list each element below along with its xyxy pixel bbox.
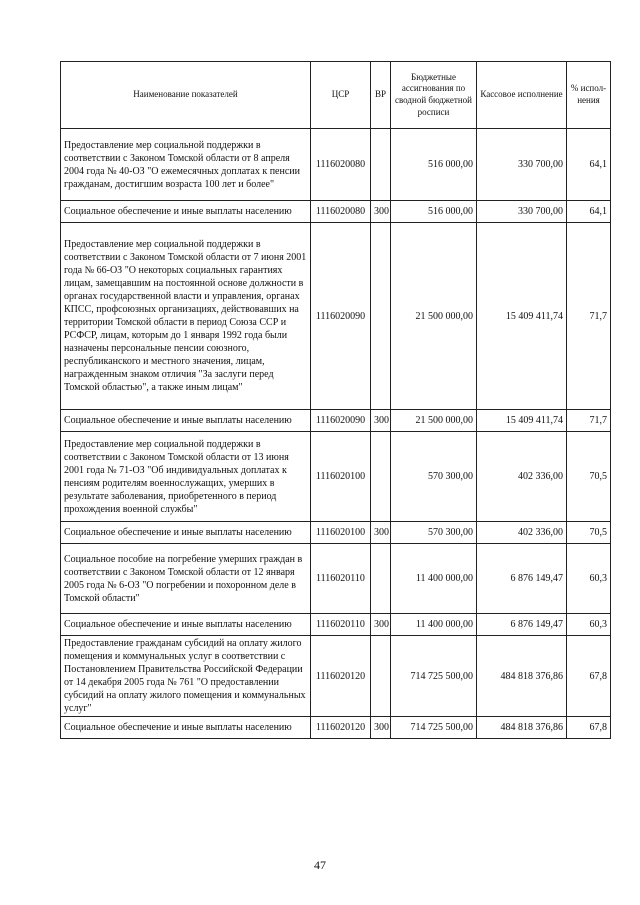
table-row (61, 522, 611, 544)
row-csr: 1116020120 (311, 636, 371, 717)
table-row (61, 717, 611, 739)
row-cash: 484 818 376,86 (477, 717, 567, 739)
row-cash: 15 409 411,74 (477, 223, 567, 410)
row-percent: 64,1 (567, 201, 611, 223)
row-name: Социальное обеспечение и иные выплаты населению (61, 201, 311, 223)
row-cash: 15 409 411,74 (477, 410, 567, 432)
header-budget: Бюджетные ассигнования по сводной бюджетной росписи (391, 62, 477, 129)
row-percent: 67,8 (567, 717, 611, 739)
row-budget: 11 400 000,00 (391, 614, 477, 636)
row-cash: 484 818 376,86 (477, 636, 567, 717)
row-name: Предоставление гражданам субсидий на оплату жилого помещения и коммунальных услуг в соответствии с Постановлением Правительства Российской Федерации от 14 декабря 2005 года № 761 "О предоставлении субсидий на оплату жилого помещения и коммунальных услуг" (61, 636, 311, 717)
row-vr (371, 636, 391, 717)
row-percent: 70,5 (567, 432, 611, 522)
row-vr (371, 432, 391, 522)
row-vr: 300 (371, 201, 391, 223)
row-budget: 714 725 500,00 (391, 717, 477, 739)
row-cash: 330 700,00 (477, 201, 567, 223)
table-row (61, 432, 611, 522)
row-budget: 21 500 000,00 (391, 223, 477, 410)
row-cash: 6 876 149,47 (477, 614, 567, 636)
row-budget: 516 000,00 (391, 129, 477, 201)
row-name: Социальное обеспечение и иные выплаты населению (61, 522, 311, 544)
row-percent: 60,3 (567, 544, 611, 614)
row-budget: 714 725 500,00 (391, 636, 477, 717)
row-csr: 1116020080 (311, 201, 371, 223)
row-budget: 570 300,00 (391, 432, 477, 522)
header-name: Наименование показателей (61, 62, 311, 129)
row-budget: 21 500 000,00 (391, 410, 477, 432)
header-cash: Кассовое исполнение (477, 62, 567, 129)
table-row (61, 201, 611, 223)
row-csr: 1116020090 (311, 410, 371, 432)
row-name: Предоставление мер социальной поддержки в соответствии с Законом Томской области от 7 июня 2001 года № 66-ОЗ "О некоторых социальных гарантиях лицам, замещавшим на постоянной основе должности в органах государственной власти и управления, органах КПСС, профсоюзных организациях, действовавших на территории Томской области в период Союза ССР и РСФСР, лицам, которым до 1 января 1992 года были назначены персональные пенсии союзного, республиканского и местного значения, лицам, награжденным знаком отличия "За заслуги перед Томской областью", а также иным лицам" (61, 223, 311, 410)
row-budget: 11 400 000,00 (391, 544, 477, 614)
row-vr: 300 (371, 614, 391, 636)
row-vr: 300 (371, 410, 391, 432)
row-vr: 300 (371, 717, 391, 739)
row-percent: 71,7 (567, 410, 611, 432)
row-budget: 570 300,00 (391, 522, 477, 544)
row-vr (371, 129, 391, 201)
row-budget: 516 000,00 (391, 201, 477, 223)
table-header-row (61, 62, 611, 129)
row-cash: 402 336,00 (477, 432, 567, 522)
budget-execution-table (60, 61, 611, 739)
row-percent: 60,3 (567, 614, 611, 636)
row-csr: 1116020080 (311, 129, 371, 201)
row-percent: 67,8 (567, 636, 611, 717)
row-csr: 1116020110 (311, 544, 371, 614)
table-row (61, 544, 611, 614)
row-csr: 1116020090 (311, 223, 371, 410)
table-row (61, 614, 611, 636)
row-csr: 1116020110 (311, 614, 371, 636)
header-csr: ЦСР (311, 62, 371, 129)
table-row (61, 129, 611, 201)
row-vr: 300 (371, 522, 391, 544)
row-vr (371, 544, 391, 614)
header-vr: ВР (371, 62, 391, 129)
row-vr (371, 223, 391, 410)
row-name: Предоставление мер социальной поддержки в соответствии с Законом Томской области от 13 июня 2001 года № 71-ОЗ "Об индивидуальных доплатах к пенсиям родителям военнослужащих, умерших в результате заболевания, приобретенного в период прохождения военной службы" (61, 432, 311, 522)
row-csr: 1116020100 (311, 522, 371, 544)
page-number: 47 (314, 858, 326, 872)
table-row (61, 636, 611, 717)
row-csr: 1116020120 (311, 717, 371, 739)
row-name: Социальное пособие на погребение умерших граждан в соответствии с Законом Томской области от 12 января 2005 года № 6-ОЗ "О погребении и похоронном деле в Томской области" (61, 544, 311, 614)
table-row (61, 410, 611, 432)
row-percent: 64,1 (567, 129, 611, 201)
row-name: Социальное обеспечение и иные выплаты населению (61, 717, 311, 739)
row-name: Социальное обеспечение и иные выплаты населению (61, 410, 311, 432)
header-percent: % испол-нения (567, 62, 611, 129)
row-percent: 71,7 (567, 223, 611, 410)
row-cash: 330 700,00 (477, 129, 567, 201)
row-cash: 6 876 149,47 (477, 544, 567, 614)
row-name: Предоставление мер социальной поддержки в соответствии с Законом Томской области от 8 апреля 2004 года № 40-ОЗ "О ежемесячных доплатах к пенсии гражданам, достигшим возраста 100 лет и более" (61, 129, 311, 201)
row-cash: 402 336,00 (477, 522, 567, 544)
row-csr: 1116020100 (311, 432, 371, 522)
row-percent: 70,5 (567, 522, 611, 544)
row-name: Социальное обеспечение и иные выплаты населению (61, 614, 311, 636)
table-row (61, 223, 611, 410)
